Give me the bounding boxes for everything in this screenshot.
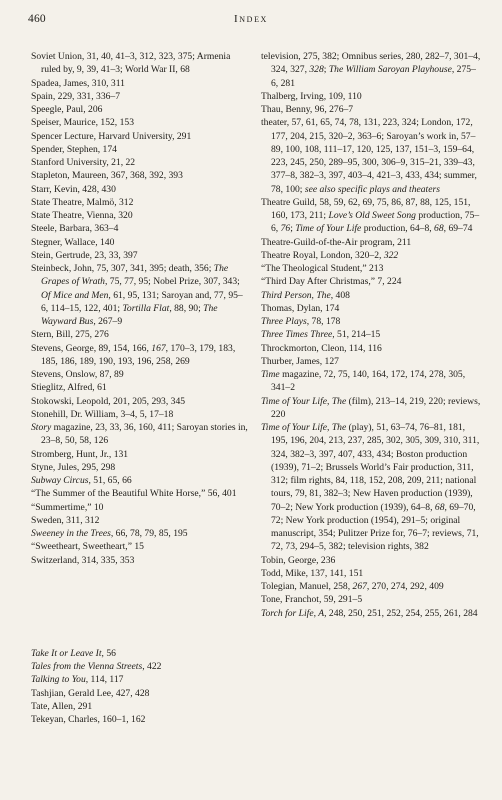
index-entry: Theatre Guild, 58, 59, 62, 69, 75, 86, 87, 88, 125, 151, 160, 173, 211; Love’s Old Sweet Song production, 75–6, 76; Time of Your Life production, 64–8, 68, 69–74 bbox=[261, 196, 480, 235]
index-entry: “Summertime,” 10 bbox=[31, 501, 104, 513]
index-entry: Styne, Jules, 295, 298 bbox=[31, 461, 116, 473]
index-entry: Stromberg, Hunt, Jr., 131 bbox=[31, 448, 129, 460]
index-entry: Soviet Union, 31, 40, 41–3, 312, 323, 375; Armenia ruled by, 9, 39, 41–3; World War II, 68 bbox=[31, 51, 231, 76]
index-entry: Theatre Royal, London, 320–2, 322 bbox=[261, 249, 399, 261]
index-entry: Sweeney in the Trees, 66, 78, 79, 85, 195 bbox=[31, 528, 188, 539]
index-entry: “Third Day After Christmas,” 7, 224 bbox=[261, 276, 402, 288]
index-entry: Stapleton, Maureen, 367, 368, 392, 393 bbox=[31, 170, 183, 182]
index-entry: Spender, Stephen, 174 bbox=[31, 143, 117, 155]
index-entry: State Theatre, Vienna, 320 bbox=[31, 210, 133, 221]
index-entry: Third Person, The, 408 bbox=[261, 289, 350, 301]
index-entry: Switzerland, 314, 335, 353 bbox=[31, 554, 135, 566]
index-entry: theater, 57, 61, 65, 74, 78, 131, 223, 324; London, 172, 177, 204, 215, 320–2, 363–6; Saroyan’s work in, 57–89, 100, 108, 111–17, 120, 125, 137, 151–3, 159–64, 223, 245, 250, 289–95, 300, 306–9, 315–21, 339–43, 377–8, 382–3, 397, 403–4, 421–3, 433, 434; summer, 78, 100; see also specific plays and theaters bbox=[261, 117, 477, 195]
index-entry: Tashjian, Gerald Lee, 427, 428 bbox=[31, 687, 150, 699]
index-entry: Tobin, George, 236 bbox=[261, 554, 336, 566]
index-entry: State Theatre, Malmö, 312 bbox=[31, 196, 134, 208]
index-entry: “Sweetheart, Sweetheart,” 15 bbox=[31, 541, 144, 553]
index-entry: Stern, Bill, 275, 276 bbox=[31, 329, 109, 341]
index-entry: Tone, Franchot, 59, 291–5 bbox=[261, 594, 363, 606]
index-column-right bbox=[261, 50, 481, 620]
index-entry: Stanford University, 21, 22 bbox=[31, 157, 136, 168]
index-entry: Stevens, George, 89, 154, 166, 167, 170–3, 179, 183, 185, 186, 189, 190, 193, 196, 258, 269 bbox=[31, 342, 236, 367]
index-entries-t bbox=[31, 647, 249, 727]
index-entry: Stieglitz, Alfred, 61 bbox=[31, 382, 107, 394]
index-entry: Tolegian, Manuel, 258, 267, 270, 274, 292, 409 bbox=[261, 581, 444, 592]
index-entry: Starr, Kevin, 428, 430 bbox=[31, 183, 116, 195]
index-entry: Spain, 229, 331, 336–7 bbox=[31, 90, 121, 102]
index-entry: Speegle, Paul, 206 bbox=[31, 104, 103, 115]
index-entry: Theatre-Guild-of-the-Air program, 211 bbox=[261, 236, 412, 248]
index-entry: Torch for Life, A, 248, 250, 251, 252, 254, 255, 261, 284 bbox=[261, 607, 478, 619]
index-entry: Stein, Gertrude, 23, 33, 397 bbox=[31, 249, 138, 261]
index-entry: Spencer Lecture, Harvard University, 291 bbox=[31, 130, 192, 142]
index-entry: Thomas, Dylan, 174 bbox=[261, 302, 340, 314]
index-entry: Time of Your Life, The (film), 213–14, 219, 220; reviews, 220 bbox=[261, 395, 481, 420]
index-entry: Thau, Benny, 96, 276–7 bbox=[261, 104, 354, 115]
index-entry: Take It or Leave It, 56 bbox=[31, 647, 116, 659]
index-entry: Tekeyan, Charles, 160–1, 162 bbox=[31, 714, 146, 725]
index-entry: Steele, Barbara, 363–4 bbox=[31, 223, 119, 235]
index-entry: television, 275, 382; Omnibus series, 280, 282–7, 301–4, 324, 327, 328; The William Saroyan Playhouse, 275–6, 281 bbox=[261, 51, 481, 89]
index-entry: Todd, Mike, 137, 141, 151 bbox=[261, 567, 364, 579]
index-entry: Stegner, Wallace, 140 bbox=[31, 236, 115, 248]
index-entry: Time of Your Life, The (play), 51, 63–74, 76–81, 181, 195, 196, 204, 213, 237, 285, 302, 305, 309, 310, 311, 324, 382–3, 397, 407, 433, 434; Boston production (1939), 71–2; Brussels World’s Fair production, 311, 312; film rights, 84, 118, 152, 208, 209, 211; national tours, 79, 81, 382–3; New Haven production (1939), 70–2; New York production (1939), 64–8, 68, 69–70, 72; New York production (1954), 291–5; original manuscript, 354; Pulitzer Prize for, 76–7; reviews, 71, 72, 73, 294–5, 382; television rights, 382 bbox=[261, 422, 480, 553]
index-entry: Stevens, Onslow, 87, 89 bbox=[31, 369, 124, 380]
index-entry: Throckmorton, Cleon, 114, 116 bbox=[261, 342, 382, 354]
index-entry: Tales from the Vienna Streets, 422 bbox=[31, 661, 162, 672]
index-entry: Story magazine, 23, 33, 36, 160, 411; Saroyan stories in, 23–8, 50, 58, 126 bbox=[31, 422, 248, 447]
index-entries-s bbox=[31, 50, 249, 567]
page-number: 460 bbox=[28, 13, 46, 25]
running-head: Index bbox=[234, 13, 268, 25]
index-entry: Three Plays, 78, 178 bbox=[261, 316, 341, 327]
index-entry: Tate, Allen, 291 bbox=[31, 700, 93, 712]
index-entry: Talking to You, 114, 117 bbox=[31, 674, 124, 686]
index-entry: Stonehill, Dr. William, 3–4, 5, 17–18 bbox=[31, 408, 174, 420]
index-entry: Speiser, Maurice, 152, 153 bbox=[31, 117, 134, 129]
index-entry: “The Theological Student,” 213 bbox=[261, 263, 384, 274]
index-entry: “The Summer of the Beautiful White Horse,” 56, 401 bbox=[31, 488, 237, 500]
index-entries-t-continued bbox=[261, 50, 481, 620]
index-entry: Thurber, James, 127 bbox=[261, 355, 339, 367]
index-entry: Thalberg, Irving, 109, 110 bbox=[261, 90, 362, 102]
index-entry: Steinbeck, John, 75, 307, 341, 395; death, 356; The Grapes of Wrath, 75, 77, 95; Nobel Prize, 307, 343; Of Mice and Men, 61, 95, 131; Saroyan and, 77, 95–6, 114–15, 122, 401; Tortilla Flat, 88, 90; The Wayward Bus, 267–9 bbox=[31, 263, 243, 327]
index-entry: Time magazine, 72, 75, 140, 164, 172, 174, 278, 305, 341–2 bbox=[261, 369, 466, 394]
index-entry: Subway Circus, 51, 65, 66 bbox=[31, 475, 132, 486]
letter-gap bbox=[31, 567, 249, 647]
index-column-left bbox=[31, 50, 249, 726]
index-entry: Sweden, 311, 312 bbox=[31, 514, 100, 526]
page-header bbox=[28, 13, 474, 27]
index-entry: Spadea, James, 310, 311 bbox=[31, 77, 125, 89]
index-entry: Three Times Three, 51, 214–15 bbox=[261, 329, 381, 341]
index-entry: Stokowski, Leopold, 201, 205, 293, 345 bbox=[31, 395, 186, 407]
